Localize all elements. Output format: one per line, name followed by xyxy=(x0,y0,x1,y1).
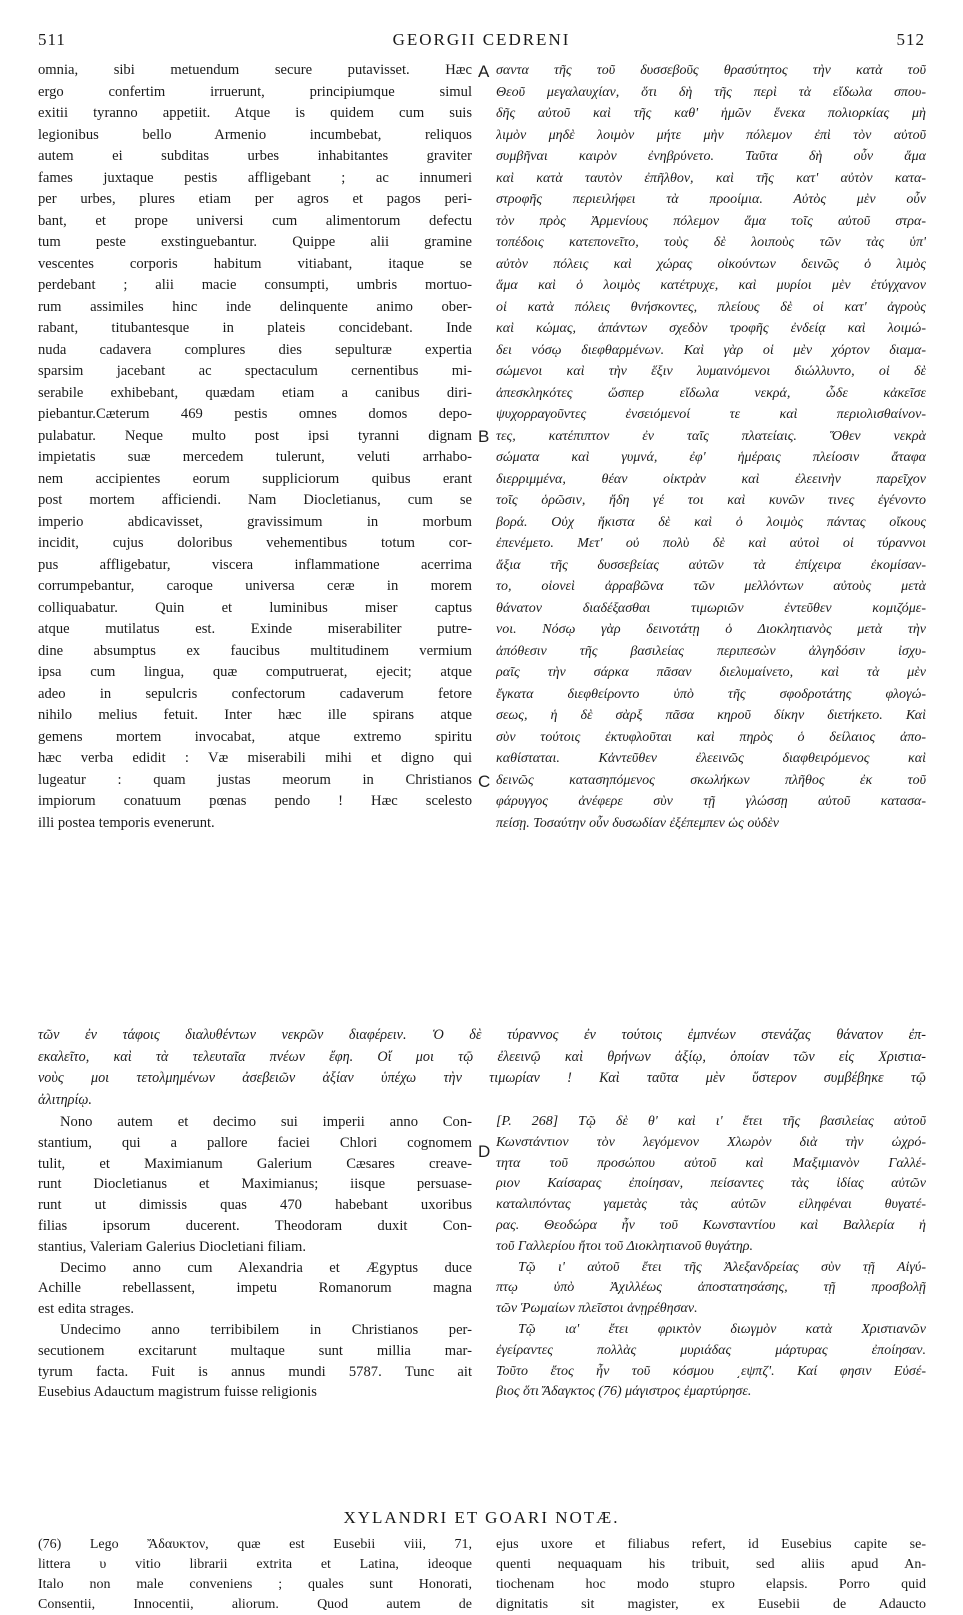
text-line: ἀλιτηρίῳ. xyxy=(38,1091,92,1108)
text-line: ἔγκατα διεφθείροντο ὑπὸ τῆς σφοδροτάτης φλογώ- xyxy=(496,686,926,702)
text-line: filias ipsorum ducerent. Theodoram duxit Con- xyxy=(38,1217,472,1234)
text-line: runt ut dimissis quas 470 habebant uxoribus xyxy=(38,1197,472,1214)
text-line: sparsim jacebant ac spectaculum cernentibus mi- xyxy=(38,363,472,379)
margin-letter-d: D xyxy=(478,1142,491,1161)
text-line: nem accipientes eorum suppliciorum quibus erant xyxy=(38,470,472,487)
text-line: secutionem excitarunt multaque sunt millia mar- xyxy=(38,1342,472,1359)
text-line: τῶν ἐν τάφοις διαλυθέντων νεκρῶν διαφέρειν. Ὁ δὲ τύραννος ἐν τούτοις ἐμπνέων στενάζας θάνατον ἐπ- xyxy=(38,1027,926,1043)
text-line: stantium, qui a pallore faciei Chlori cognomem xyxy=(38,1134,472,1151)
text-line: ipsa cum lingua, quæ computruerat, ejecit; atque xyxy=(38,664,472,680)
text-line: omnia, sibi metuendum secure putavisset. Hæc xyxy=(38,62,472,78)
text-line: post mortem afficiendi. Nam Diocletianus, cum se xyxy=(38,492,472,508)
text-line: δῆς αὐτοῦ καὶ τῆς καθ' ἡμῶν ἕνεκα πολιορκίας μὴ xyxy=(496,106,926,121)
text-line: dine absumptus ex faucibus multitudinem vermium xyxy=(38,642,472,659)
greek-column-bottom xyxy=(496,1112,926,1403)
text-line: dignitatis sit magister, ex Eusebii de Adaucto xyxy=(496,1597,926,1612)
text-line: σαντα τῆς τοῦ δυσσεβοῦς θρασύτητος τὴν κατὰ τοῦ xyxy=(496,63,926,78)
text-line: fames juxtaque pestis affligebant ; ac innumeri xyxy=(38,169,472,186)
text-line: incidit, cujus doloribus vehementibus totum cor- xyxy=(38,535,472,551)
text-line: τητα τοῦ προσώπου αὐτοῦ καὶ Μαξιμιανὸν Γαλλέ- xyxy=(496,1155,926,1171)
text-line: νοι. Νόσῳ γὰρ δεινοτάτῃ ὁ Διοκλητιανὸς μετὰ τὴν xyxy=(496,622,926,637)
text-line: οἱ κατὰ πόλεις θνήσκοντες, πλείους δὲ οἱ κατ' ἀγροὺς xyxy=(496,299,926,315)
text-line: Italo non male conveniens ; quales sunt Honorati, xyxy=(38,1577,472,1592)
running-header xyxy=(38,30,925,54)
text-line: pus affligebatur, viscera inflammatione acerrima xyxy=(38,556,472,573)
greek-full-width-block xyxy=(38,1025,926,1111)
text-line: littera υ vitio librarii extrita et Latina, ideoque xyxy=(38,1557,472,1572)
text-line: το, οἱονεὶ ἀρραβῶνα τῶν μελλόντων αὐτοὺς μετὰ xyxy=(496,579,926,594)
text-line: tum peste exstinguebantur. Quippe alii gramine xyxy=(38,234,472,250)
text-line: ἅμα καὶ ὁ λοιμὸς κατέτρυχε, καὶ μυρίοι μὲν ἐτύγχανον xyxy=(496,278,926,293)
latin-column-bottom xyxy=(38,1112,472,1403)
text-line: ἐγείραντες πολλὰς μυριάδας μάρτυρας ἐποίησαν. xyxy=(496,1342,926,1358)
text-line: Κωνστάντιον τὸν λεγόμενον Χλωρὸν διὰ τὴν ὠχρό- xyxy=(496,1134,926,1150)
margin-letter-b: B xyxy=(478,427,490,446)
text-line: rum assimiles hinc inde delinquente animo ober- xyxy=(38,298,472,315)
text-line: stantius, Valeriam Galerius Diocletiani filiam. xyxy=(38,1238,307,1255)
text-line: ραῖς τὴν σάρκα πᾶσαν διελυμαίνετο, καὶ τὰ μὲν xyxy=(496,665,926,680)
notes-title: XYLANDRI ET GOARI NOTÆ. xyxy=(343,1508,620,1527)
text-line: ἄξια τῆς δυσσεβείας αὐτῶν τὰ ἐπίχειρα ἐκομίσαν- xyxy=(496,557,926,573)
text-line: ριον Καίσαρας ἐποίησαν, πείσαντες τὰς ἰδίας αὐτῶν xyxy=(496,1176,926,1192)
text-line: tiochenam hoc modo stupro elapsis. Porro quid xyxy=(496,1577,926,1592)
text-line: τὸν πρὸς Ἀρμενίους πόλεμον ἅμα τοῖς αὐτοῦ στρα- xyxy=(496,213,926,229)
text-line: [P. 268] Τῷ δὲ θ' καὶ ι' ἔτει τῆς βασιλείας αὐτοῦ xyxy=(496,1114,926,1129)
text-line: σὺν τούτοις ἐκτυφλοῦται καὶ πηρὸς ὁ δείλαιος ἀπο- xyxy=(496,729,926,745)
text-line: φάρυγγος ἀνέφερε σὺν τῇ γλώσσῃ αὐτοῦ κατασα- xyxy=(496,794,926,809)
text-line: τῶν Ῥωμαίων πλεῖστοι ἀνῃρέθησαν. xyxy=(496,1301,698,1317)
text-line: Nono autem et decimo sui imperii anno Con- xyxy=(60,1114,472,1130)
greek-column-top xyxy=(496,60,926,834)
text-line: exitii tyranno appetiit. Atque is quidem cum suis xyxy=(38,105,472,121)
text-line: gemens mortem invocabat, atque extremo spiritu xyxy=(38,728,472,745)
running-title: GEORGII CEDRENI xyxy=(392,30,571,49)
text-line: Τῷ ια' ἔτει φρικτὸν διωγμὸν κατὰ Χριστιανῶν xyxy=(518,1321,926,1337)
text-line: illi postea temporis evenerunt. xyxy=(38,814,215,831)
text-line: δεινῶς κατασηπόμενος σκωλήκων πλῆθος ἐκ τοῦ xyxy=(496,772,926,788)
text-line: ἐπενέμετο. Μετ' οὐ πολὺ δὲ καὶ αὐτοὶ οἱ τύραννοι xyxy=(496,536,926,551)
text-line: rabant, titubantesque in plateis concidebant. Inde xyxy=(38,320,472,336)
text-line: hæc verba edidit : Væ miserabili mihi et digno qui xyxy=(38,750,472,766)
text-line: tulit, et Maximianum Galerium Cæsares creave- xyxy=(38,1155,472,1172)
text-line: piebantur.Cæterum 469 pestis omnes domos depo- xyxy=(38,406,472,422)
text-line: adeo in sepulcris confectorum cadaverum fetore xyxy=(38,685,472,702)
text-line: vescentes corporis habitum vitiabant, itaque se xyxy=(38,255,472,272)
text-line: per urbes, plures etiam per agros et pagos peri- xyxy=(38,191,472,207)
left-page-number: 511 xyxy=(38,30,66,49)
text-line: βορά. Οὐχ ἥκιστα δὲ καὶ ὁ λοιμὸς πάντας οἴκους xyxy=(496,514,926,530)
notes-right-column xyxy=(496,1535,926,1615)
text-line: καὶ κώμας, ἁπάντων σχεδὸν τροφῆς ἐνδείᾳ καὶ λοιμώ- xyxy=(496,321,926,336)
text-line: ejus uxore et filiabus refert, id Eusebius capite se- xyxy=(496,1537,926,1552)
margin-letter-a: A xyxy=(478,62,490,81)
text-line: εκαλεῖτο, καὶ τὰ τελευταῖα πνέων ἔφη. Οἴ μοι τῷ ἐλεεινῷ καὶ θρήνων ἀξίῳ, ὁποίαν τῶν εἰς Χριστια- xyxy=(38,1048,926,1065)
text-line: legionibus bello Armenio incumbebat, reliquos xyxy=(38,126,472,143)
text-line: τοῖς ὁρῶσιν, ἤδη γέ τοι καὶ κυνῶν τινες ἐγένοντο xyxy=(496,493,926,508)
text-line: τοῦ Γαλλερίου ἤτοι τοῦ Διοκλητιανοῦ θυγάτηρ. xyxy=(496,1238,754,1254)
text-line: serabile exhibebant, quædam etiam a canibus diri- xyxy=(38,384,472,401)
text-line: αὐτὸν πόλεις καὶ χώρας οἰκούντων δεινῶς ὁ λιμὸς xyxy=(496,256,926,272)
text-line: nihilo melius fetuit. Inter hæc ille spirans atque xyxy=(38,707,472,723)
text-line: λιμὸν μηδὲ λοιμὸν μήτε μὴν πόλεμον ἐπὶ τὸν αὐτοῦ xyxy=(496,127,926,143)
text-line: στροφῆς περιειλήφει τὰ προοίμια. Αὐτὸς μὲν οὖν xyxy=(496,192,926,207)
text-line: bant, et prope universi cum alimentorum defectu xyxy=(38,212,472,229)
text-line: σώμενοι καὶ τὴν ἕξιν λυμαινόμενοι διώλλυντο, οἱ δὲ xyxy=(496,364,926,379)
text-line: σεως, ἡ δὲ σὰρξ πᾶσα κηροῦ δίκην διετήκετο. Καὶ xyxy=(496,708,926,723)
text-line: καταλιπόντας γαμετὰς τὰς αὐτῶν εἰληφέναι θυγατέ- xyxy=(496,1197,926,1213)
text-line: νοὺς μοι τετολμημένων ἀσεβειῶν ἀξίαν ὑπέχω τὴν τιμωρίαν ! Καὶ ταῦτα μὲν ὕστερον συμβέβηκε τῷ xyxy=(38,1070,926,1086)
text-line: ψυχορραγοῦντες ἐνσειόμενοί τε καὶ περιολισθαίνον- xyxy=(496,407,926,422)
text-line: Decimo anno cum Alexandria et Ægyptus duce xyxy=(60,1259,472,1276)
text-line: τοπέδοις κατεπονεῖτο, τοὺς δὲ λοιποὺς τῶν τὰς ὑπ' xyxy=(496,235,926,250)
text-line: impiorum conatuum pœnas pendo ! Hæc scelesto xyxy=(38,793,472,809)
text-line: impietatis suæ mercedem tulerunt, veluti arrhabo- xyxy=(38,449,472,465)
text-line: tyrum facta. Fuit is annus mundi 5787. Tunc ait xyxy=(38,1363,472,1380)
text-line: Consentii, Innocentii, aliorum. Quod autem de xyxy=(38,1597,472,1612)
text-line: est edita strages. xyxy=(38,1301,135,1318)
text-line: Eusebius Adauctum magistrum fuisse religionis xyxy=(38,1384,317,1401)
text-line: διερριμμένα, θέαν οἰκτρὰν καὶ ἐλεεινὴν παρεῖχον xyxy=(496,471,926,487)
text-line: Τῷ ι' αὐτοῦ ἔτει τῆς Ἀλεξανδρείας σὺν τῇ Αἰγύ- xyxy=(518,1259,926,1275)
text-line: καὶ κατὰ ταυτὸν ἐπῆλθον, καὶ τῆς κατ' αὐτὸν κατα- xyxy=(496,170,926,186)
text-line: ergo confertim irruerunt, principiumque simul xyxy=(38,83,472,100)
latin-column-top xyxy=(38,60,472,834)
text-line: imperio abdicavisset, gravissimum in morbum xyxy=(38,513,472,530)
text-line: autem ei subditas urbes inhabitantes graviter xyxy=(38,148,472,164)
text-line: πτῳ ὑπὸ Ἀχιλλέως ἀποστατησάσης, τῇ προσβολῇ xyxy=(496,1280,926,1296)
text-line: βιος ὅτι Ἄδαγκτος (76) μάγιστρος ἐμαρτύρησε. xyxy=(496,1384,752,1400)
text-line: corrumpebantur, caroque universa ceræ in morem xyxy=(38,578,472,594)
text-line: πείσῃ. Τοσαύτην οὖν δυσωδίαν ἐξέπεμπεν ὡς οὐδὲν xyxy=(496,815,780,831)
margin-letter-c: C xyxy=(478,772,491,791)
text-line: lugeatur : quam justas meorum in Christianos xyxy=(38,771,472,788)
text-line: atque mutilatus est. Exinde miserabiliter putre- xyxy=(38,621,472,637)
right-page-number: 512 xyxy=(896,30,925,49)
text-line: Θεοῦ μεγαλαυχίαν, ὅτι δὴ τῆς περὶ τὰ εἴδωλα σπου- xyxy=(496,84,926,100)
text-line: Undecimo anno terribibilem in Christianos per- xyxy=(60,1321,472,1338)
text-line: σώματα καὶ γυμνά, ἐφ' ἡμέραις πλείοσιν ἄταφα xyxy=(496,450,926,465)
text-line: θάνατον διαδέξασθαι τιμωριῶν ἐντεῦθεν κομιζόμε- xyxy=(496,600,926,616)
text-line: δει νόσῳ διεφθαρμένων. Καὶ γὰρ οἱ μὲν χόρτον διαμα- xyxy=(496,342,926,358)
text-line: quenti nequaquam his tribuit, sed aliis apud An- xyxy=(496,1557,926,1572)
text-line: (76) Lego Ἄδαυκτον, quæ est Eusebii viii, 71, xyxy=(38,1537,472,1552)
text-line: pulabatur. Neque multo post ipsi tyranni dignam xyxy=(38,427,472,444)
text-line: συμβῆναι καιρὸν ἐνηβρύνετο. Ταῦτα δὴ οὖν ἅμα xyxy=(496,149,926,164)
notes-left-column xyxy=(38,1535,472,1615)
text-line: καθίσταται. Κἀντεῦθεν ἐλεεινῶς διαφθειρόμενος καὶ xyxy=(496,751,926,766)
text-line: ἀπεσκληκότες ὥσπερ εἴδωλα νεκρά, ὧδε κἀκεῖσε xyxy=(496,385,926,401)
text-line: τες, κατέπιπτον ἐν ταῖς πλατείαις. Ὅθεν νεκρὰ xyxy=(496,428,926,444)
text-line: perdebant ; alii macie consumpti, umbris mortuo- xyxy=(38,277,472,293)
text-line: ἀπόθεσιν τῆς βασιλείας περιπεσὼν ἀλγηδόσιν ἰσχυ- xyxy=(496,643,926,659)
text-line: Achille rebellassent, impetu Romanorum magna xyxy=(38,1280,472,1297)
text-line: ρας. Θεοδώρα ἦν τοῦ Κωνσταντίου καὶ Βαλλερία ἡ xyxy=(496,1217,926,1233)
text-line: Τοῦτο ἔτος ἦν τοῦ κόσμου ͵εψπζ'. Καί φησιν Εὐσέ- xyxy=(496,1363,926,1379)
text-line: nuda cadavera complures dies sepulturæ expertia xyxy=(38,341,472,358)
text-line: colliquabatur. Quin et luminibus miser captus xyxy=(38,599,472,616)
text-line: runt Diocletianus et Maximianus; iisque persuase- xyxy=(38,1176,472,1193)
